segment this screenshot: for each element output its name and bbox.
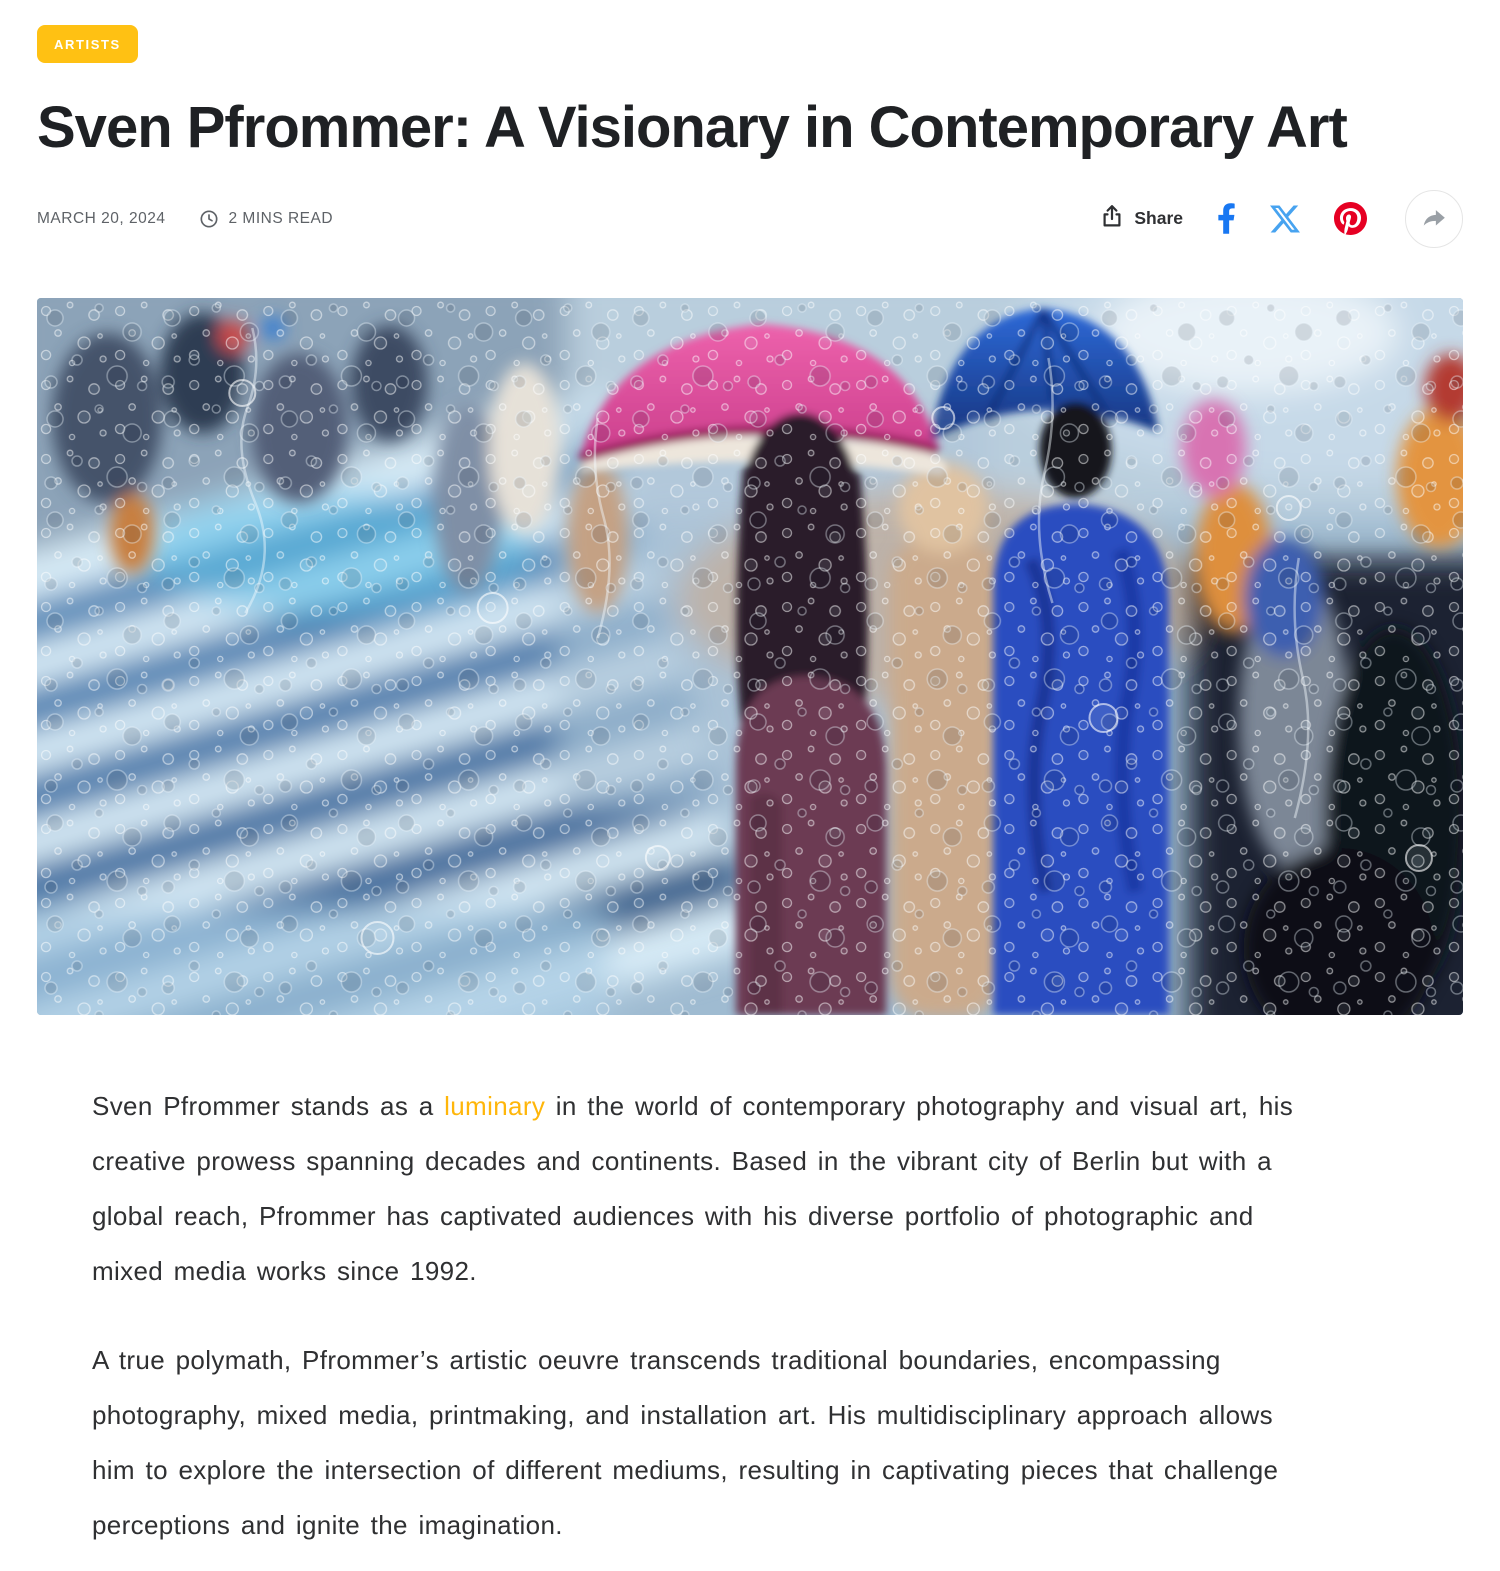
- share-upload-icon: [1101, 204, 1123, 233]
- x-twitter-icon: [1270, 204, 1300, 234]
- share-toolbar: [1101, 190, 1463, 248]
- share-x-twitter-button[interactable]: [1270, 204, 1300, 234]
- publish-date: MARCH 20, 2024: [37, 209, 166, 227]
- paragraph-1-text-before: Sven Pfrommer stands as a: [92, 1090, 445, 1121]
- share-pinterest-button[interactable]: [1334, 202, 1367, 235]
- share-button[interactable]: [1101, 204, 1183, 233]
- article-meta: [37, 209, 333, 229]
- pinterest-icon: [1334, 202, 1367, 235]
- share-arrow-icon: [1420, 203, 1448, 234]
- paragraph-1: [92, 1079, 1320, 1299]
- clock-icon: [199, 209, 219, 229]
- article-body: [92, 1079, 1320, 1553]
- share-label: Share: [1134, 208, 1183, 229]
- facebook-icon: [1217, 203, 1236, 234]
- paragraph-2: A true polymath, Pfrommer’s artistic oeuvre transcends traditional boundaries, encompassing photography, mixed media, printmaking, and installation art. His multidisciplinary approach allows him to explore the intersection of different mediums, resulting in captivating pieces that challenge perceptions and ignite the imagination.: [92, 1344, 1279, 1540]
- paragraph-1-text-after: in the world of contemporary photography and visual art, his creative prowess spanning decades and continents. Based in the vibrant city of Berlin but with a global reach, Pfrommer has captivated audiences with his diverse portfolio of photographic and mixed media works since 1992.: [92, 1090, 1294, 1286]
- read-time: [199, 209, 333, 229]
- share-facebook-button[interactable]: [1217, 203, 1236, 234]
- share-more-button[interactable]: [1405, 190, 1463, 248]
- hero-image: [37, 298, 1463, 1015]
- category-badge-artists[interactable]: ARTISTS: [37, 25, 138, 63]
- page-title: Sven Pfrommer: A Visionary in Contemporary Art: [37, 95, 1347, 160]
- luminary-link[interactable]: luminary: [444, 1090, 546, 1121]
- meta-share-row: [37, 190, 1463, 248]
- read-time-label: 2 MINS READ: [228, 209, 334, 227]
